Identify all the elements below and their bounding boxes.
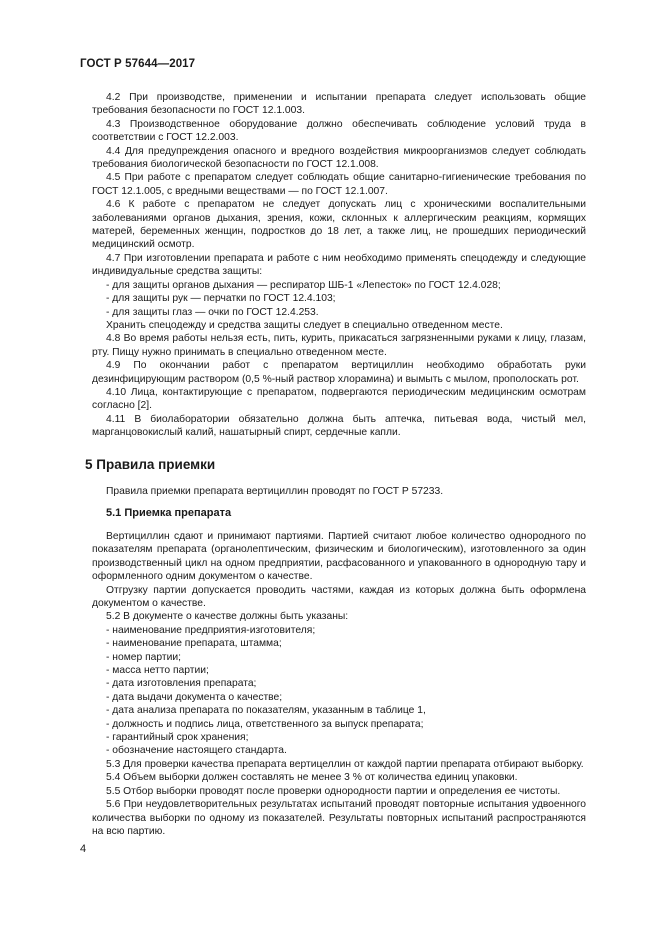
- page-number: 4: [80, 843, 87, 855]
- paragraph-5-6: 5.6 При неудовлетворительных результатах испытаний проводят повторные испытания удвоенного количества выборки по одному из показателей. Результаты повторных испытаний распространяются на всю партию.: [92, 799, 586, 837]
- paragraph-4-3: 4.3 Производственное оборудование должно обеспечивать соблюдение условий труда в соответствии с ГОСТ 12.2.003.: [92, 118, 586, 144]
- paragraph-4-9: 4.9 По окончании работ с препаратом вертициллин необходимо обработать руки дезинфицирующим раствором (0,5 %-ный раствор хлорамина) и вымыть с мылом, прополоскать рот.: [92, 360, 586, 385]
- doc-list-item: - гарантийный срок хранения;: [106, 732, 249, 744]
- paragraph-5-2: 5.2 В документе о качестве должны быть указаны:: [106, 611, 349, 623]
- paragraph-4-6: 4.6 К работе с препаратом не следует допускать лиц с хроническими воспалительными заболеваниями органов дыхания, зрения, кожи, склонных к аллергическим реакциям, кормящих матерей, беременных женщин, подростков до 18 лет, а также лиц, не прошедших периодический медицинский осмотр.: [92, 199, 586, 251]
- protection-list-item: - для защиты органов дыхания — респиратор ШБ-1 «Лепесток» по ГОСТ 12.4.028;: [106, 279, 501, 291]
- doc-list-item: - дата анализа препарата по показателям, указанным в таблице 1,: [106, 705, 426, 717]
- paragraph-shipment: Отгрузку партии допускается проводить частями, каждая из которых должна быть оформлена документом о качестве.: [92, 584, 586, 609]
- standard-header: ГОСТ Р 57644—2017: [80, 58, 196, 70]
- protection-list-item: - для защиты рук — перчатки по ГОСТ 12.4.103;: [106, 293, 336, 305]
- doc-list-item: - должность и подпись лица, ответственного за выпуск препарата;: [106, 718, 424, 730]
- paragraph-4-11: 4.11 В биолаборатории обязательно должна быть аптечка, питьевая вода, чистый мел, марганцовокислый калий, нашатырный спирт, сердечные капли.: [92, 413, 586, 439]
- doc-list-item: - наименование предприятия-изготовителя;: [106, 624, 316, 636]
- paragraph-4-10: 4.10 Лица, контактирующие с препаратом, подвергаются периодическим медицинским осмотрам согласно [2].: [92, 386, 586, 412]
- subsection-5-1-heading: 5.1 Приемка препарата: [106, 506, 232, 519]
- doc-list-item: - масса нетто партии;: [106, 665, 209, 677]
- paragraph-storage: Хранить спецодежду и средства защиты следует в специально отведенном месте.: [106, 319, 503, 331]
- paragraph-4-4: 4.4 Для предупреждения опасного и вредного воздействия микроорганизмов следует соблюдать требования биологической безопасности по ГОСТ 12.1.008.: [92, 145, 586, 171]
- paragraph-4-8: 4.8 Во время работы нельзя есть, пить, курить, прикасаться загрязненными руками к лицу, глазам, рту. Пищу нужно принимать в специально отведенном месте.: [92, 333, 586, 358]
- paragraph-4-2: 4.2 При производстве, применении и испытании препарата следует использовать общие требования безопасности по ГОСТ 12.1.003.: [92, 92, 586, 117]
- paragraph-5-4: 5.4 Объем выборки должен составлять не менее 3 % от количества единиц упаковки.: [106, 772, 518, 784]
- paragraph-4-7: 4.7 При изготовлении препарата и работе с ним необходимо применять спецодежду и следующие индивидуальные средства защиты:: [92, 252, 586, 278]
- paragraph-5-5: 5.5 Отбор выборки проводят после проверки однородности партии и определения ее чистоты.: [106, 785, 561, 797]
- section-5-heading: 5 Правила приемки: [85, 456, 216, 472]
- paragraph-5-1: Вертициллин сдают и принимают партиями. Партией считают любое количество однородного по показателям препарата (органолептическим, физическим и биологическим), изготовленного за один производственный цикл на одном предприятии, расфасованного и упакованного в однородную тару и оформленного одним документом о качестве.: [92, 530, 586, 583]
- section-5-intro: Правила приемки препарата вертициллин проводят по ГОСТ Р 57233.: [106, 485, 444, 497]
- doc-list-item: - номер партии;: [106, 651, 181, 663]
- protection-list-item: - для защиты глаз — очки по ГОСТ 12.4.253.: [106, 306, 319, 318]
- doc-list-item: - дата выдачи документа о качестве;: [106, 691, 283, 703]
- document-body: [85, 91, 586, 838]
- doc-list-item: - обозначение настоящего стандарта.: [106, 745, 287, 757]
- doc-list-item: - наименование препарата, штамма;: [106, 638, 282, 650]
- paragraph-5-3: 5.3 Для проверки качества препарата вертицеллин от каждой партии препарата отбирают выборку.: [106, 758, 584, 770]
- doc-list-item: - дата изготовления препарата;: [106, 678, 257, 690]
- paragraph-4-5: 4.5 При работе с препаратом следует соблюдать общие санитарно-гигиенические требования по ГОСТ 12.1.005, с вредными веществами — по ГОСТ 12.1.007.: [92, 172, 586, 197]
